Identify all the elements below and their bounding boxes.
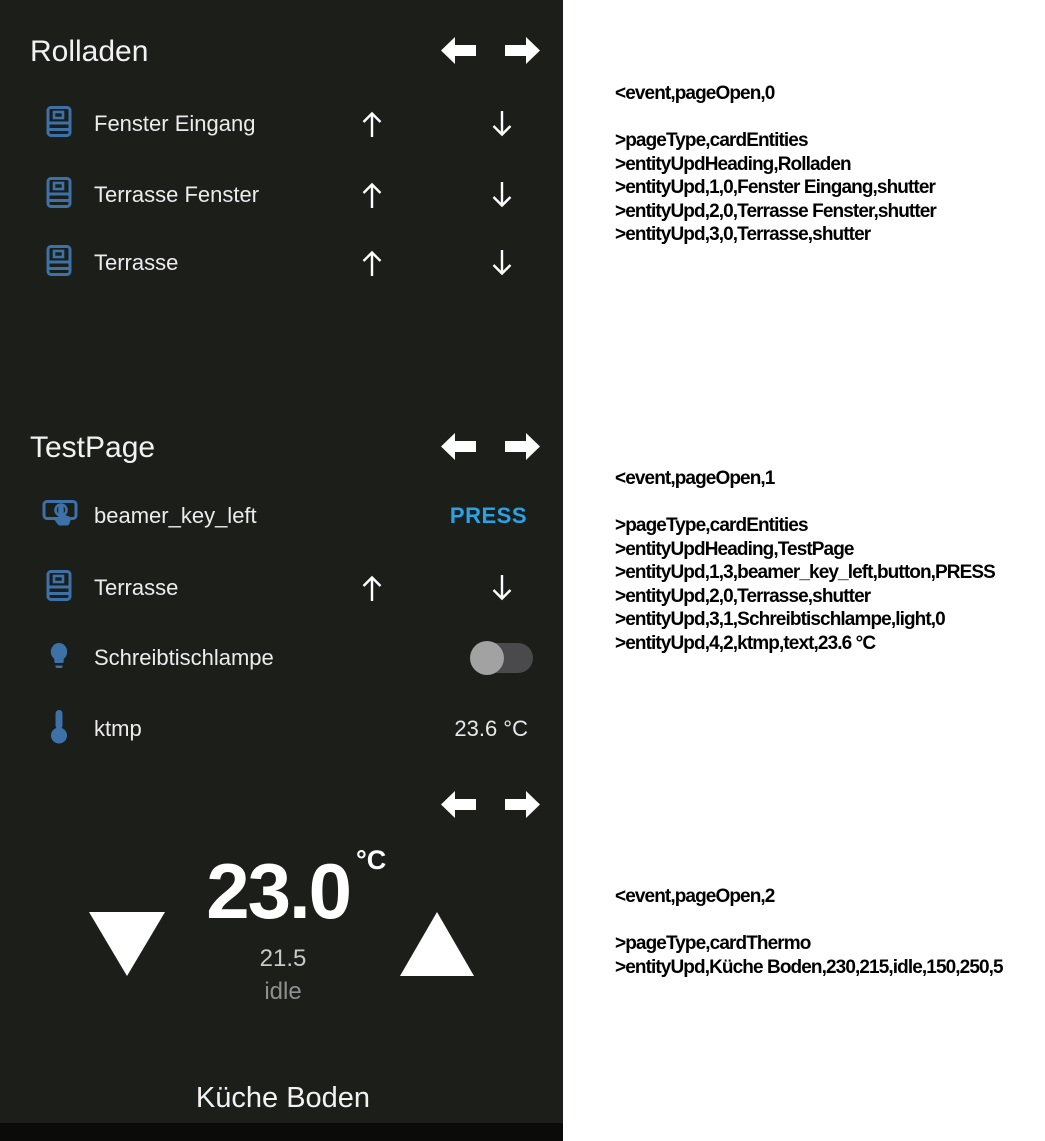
- target-temperature: 21.5: [259, 945, 307, 972]
- nav-next-button[interactable]: [504, 789, 541, 820]
- entity-value: 23.6 °C: [454, 716, 528, 741]
- log-line: >pageType,cardEntities: [615, 515, 808, 536]
- shutter-down-button[interactable]: [490, 248, 514, 278]
- toggle-knob: [470, 641, 504, 675]
- entity-row-fenster-eingang: [0, 102, 563, 146]
- log-line: <event,pageOpen,2: [615, 886, 775, 907]
- entity-row-terrasse: [0, 241, 563, 285]
- log-line: <event,pageOpen,0: [615, 83, 775, 104]
- entity-label: Terrasse: [94, 575, 179, 600]
- shutter-up-button[interactable]: [360, 573, 384, 603]
- arrow-left-bold-icon: [440, 35, 477, 66]
- log-block-page2: [615, 885, 1003, 979]
- shutter-down-button[interactable]: [490, 573, 514, 603]
- arrow-right-bold-icon: [504, 789, 541, 820]
- thermostat-state: idle: [264, 978, 302, 1005]
- log-line: >entityUpd,4,2,ktmp,text,23.6 °C: [615, 632, 876, 654]
- entity-label: Fenster Eingang: [94, 111, 256, 136]
- arrow-right-bold-icon: [504, 35, 541, 66]
- arrow-down-icon: [490, 180, 514, 210]
- arrow-up-icon: [360, 248, 384, 278]
- temp-increase-button[interactable]: [398, 910, 476, 978]
- log-line: <event,pageOpen,1: [615, 468, 775, 489]
- shutter-up-button[interactable]: [360, 180, 384, 210]
- arrow-up-icon: [360, 109, 384, 139]
- entity-label: ktmp: [94, 716, 142, 741]
- log-line: >pageType,cardEntities: [615, 130, 808, 151]
- log-line: >entityUpd,2,0,Terrasse,shutter: [615, 585, 871, 607]
- lightbulb-icon: [45, 641, 73, 676]
- log-line: >entityUpd,1,0,Fenster Eingang,shutter: [615, 177, 935, 198]
- arrow-up-icon: [360, 180, 384, 210]
- shutter-down-button[interactable]: [490, 180, 514, 210]
- entity-label: Terrasse: [94, 250, 179, 275]
- entity-row-terrasse-fenster: [0, 173, 563, 217]
- log-line: >entityUpdHeading,TestPage: [615, 538, 854, 560]
- arrow-left-bold-icon: [440, 431, 477, 462]
- arrow-left-bold-icon: [440, 789, 477, 820]
- panel-bottom-strip: [0, 1123, 563, 1141]
- temperature-unit: °C: [356, 845, 387, 875]
- window-shutter-icon: [46, 245, 72, 282]
- gesture-tap-button-icon: [42, 498, 78, 535]
- entity-row-beamer-key-left: [0, 494, 563, 538]
- log-line: >entityUpd,Küche Boden,230,215,idle,150,250,5: [615, 956, 1003, 978]
- current-temperature: 23.0: [206, 847, 350, 935]
- light-toggle-switch[interactable]: [473, 643, 533, 673]
- shutter-down-button[interactable]: [490, 109, 514, 139]
- thermometer-icon: [48, 709, 70, 750]
- page-title: Rolladen: [30, 35, 149, 68]
- shutter-up-button[interactable]: [360, 109, 384, 139]
- thermostat-title: Küche Boden: [195, 1082, 371, 1114]
- shutter-up-button[interactable]: [360, 248, 384, 278]
- nav-prev-button[interactable]: [440, 789, 477, 820]
- arrow-down-icon: [490, 109, 514, 139]
- log-line: >entityUpd,3,1,Schreibtischlampe,light,0: [615, 609, 945, 630]
- log-line: >pageType,cardThermo: [615, 933, 811, 954]
- window-shutter-icon: [46, 570, 72, 607]
- press-button[interactable]: PRESS: [449, 503, 527, 528]
- log-line: >entityUpd,1,3,beamer_key_left,button,PRESS: [615, 562, 995, 583]
- nav-next-button[interactable]: [504, 431, 541, 462]
- nav-next-button[interactable]: [504, 35, 541, 66]
- nav-prev-button[interactable]: [440, 35, 477, 66]
- triangle-up-icon: [398, 910, 476, 978]
- temp-decrease-button[interactable]: [87, 910, 167, 978]
- arrow-down-icon: [490, 248, 514, 278]
- log-block-page0: [615, 82, 936, 247]
- entity-label: Terrasse Fenster: [94, 182, 260, 207]
- triangle-down-icon: [87, 910, 167, 978]
- log-line: >entityUpd,2,0,Terrasse Fenster,shutter: [615, 200, 936, 222]
- entity-row-schreibtischlampe: [0, 636, 563, 680]
- arrow-down-icon: [490, 573, 514, 603]
- log-block-page1: [615, 467, 995, 655]
- arrow-right-bold-icon: [504, 431, 541, 462]
- entity-label: beamer_key_left: [94, 503, 257, 528]
- arrow-up-icon: [360, 573, 384, 603]
- window-shutter-icon: [46, 106, 72, 143]
- window-shutter-icon: [46, 177, 72, 214]
- nav-prev-button[interactable]: [440, 431, 477, 462]
- entity-label: Schreibtischlampe: [94, 645, 274, 670]
- entity-row-ktmp: [0, 707, 563, 751]
- page-title: TestPage: [30, 431, 156, 464]
- log-line: >entityUpdHeading,Rolladen: [615, 153, 851, 175]
- log-line: >entityUpd,3,0,Terrasse,shutter: [615, 224, 871, 245]
- entity-row-terrasse: [0, 566, 563, 610]
